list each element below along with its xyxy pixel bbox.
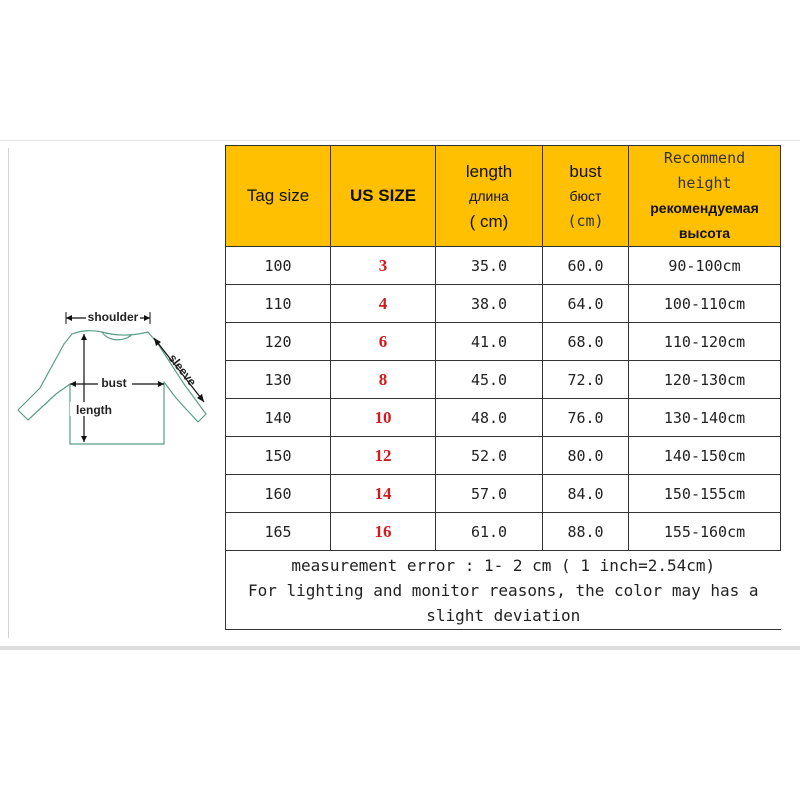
header-length-ru: длина: [469, 187, 509, 204]
measurement-note: [226, 551, 781, 630]
header-height-ru-2: высота: [678, 225, 731, 241]
tag-size-cell: 165: [226, 513, 331, 551]
height-cell: 90-100cm: [629, 247, 781, 285]
header-length: [436, 146, 543, 247]
bust-cell: 80.0: [543, 437, 629, 475]
header-height-en-1: Recommend: [663, 149, 746, 167]
bust-cell: 68.0: [543, 323, 629, 361]
table-row: [226, 513, 781, 551]
table-row: [226, 399, 781, 437]
header-height-en-2: height: [677, 174, 732, 192]
header-length-en: length: [465, 161, 513, 181]
tag-size-cell: 110: [226, 285, 331, 323]
tag-size-cell: 160: [226, 475, 331, 513]
table-row: [226, 285, 781, 323]
us-size-cell: 8: [331, 361, 436, 399]
tag-size-cell: 120: [226, 323, 331, 361]
height-cell: 100-110cm: [629, 285, 781, 323]
us-size-cell: 3: [331, 247, 436, 285]
header-tag-size: [226, 146, 331, 247]
length-cell: 57.0: [436, 475, 543, 513]
table-row: [226, 475, 781, 513]
us-size-cell: 6: [331, 323, 436, 361]
us-size-cell: 12: [331, 437, 436, 475]
height-cell: 120-130cm: [629, 361, 781, 399]
height-cell: 130-140cm: [629, 399, 781, 437]
height-cell: 140-150cm: [629, 437, 781, 475]
length-label: length: [76, 403, 112, 417]
tag-size-cell: 100: [226, 247, 331, 285]
length-cell: 48.0: [436, 399, 543, 437]
header-us-size-label: US SIZE: [349, 186, 417, 205]
tag-size-cell: 140: [226, 399, 331, 437]
note-line-2: For lighting and monitor reasons, the color may has a: [247, 580, 759, 600]
header-height: [629, 146, 781, 247]
bust-cell: 60.0: [543, 247, 629, 285]
note-line-3: slight deviation: [426, 605, 581, 625]
table-row: [226, 361, 781, 399]
header-bust-unit: (cm): [567, 211, 604, 230]
table-note-row: [226, 551, 781, 630]
table-row: [226, 437, 781, 475]
height-cell: 150-155cm: [629, 475, 781, 513]
length-cell: 45.0: [436, 361, 543, 399]
size-chart-table: [225, 145, 781, 630]
us-size-cell: 14: [331, 475, 436, 513]
bust-cell: 76.0: [543, 399, 629, 437]
length-cell: 35.0: [436, 247, 543, 285]
tag-size-cell: 150: [226, 437, 331, 475]
garment-measurement-diagram: [8, 298, 214, 458]
height-cell: 110-120cm: [629, 323, 781, 361]
tag-size-cell: 130: [226, 361, 331, 399]
length-cell: 41.0: [436, 323, 543, 361]
table-row: [226, 323, 781, 361]
header-height-ru-1: рекомендуемая: [650, 200, 759, 216]
us-size-cell: 4: [331, 285, 436, 323]
note-line-1: measurement error : 1- 2 cm ( 1 inch=2.54cm): [291, 555, 716, 575]
header-bust-ru: бюст: [569, 187, 602, 204]
table-header-row: [226, 146, 781, 247]
table-row: [226, 247, 781, 285]
bust-label: bust: [101, 376, 127, 390]
shoulder-label: shoulder: [87, 310, 139, 324]
bust-cell: 64.0: [543, 285, 629, 323]
bust-cell: 84.0: [543, 475, 629, 513]
header-bust-en: bust: [569, 161, 602, 181]
length-cell: 52.0: [436, 437, 543, 475]
header-us-size: [331, 146, 436, 247]
length-cell: 38.0: [436, 285, 543, 323]
sleeve-label: sleeve: [165, 351, 200, 389]
us-size-cell: 10: [331, 399, 436, 437]
height-cell: 155-160cm: [629, 513, 781, 551]
header-length-unit: ( cm): [469, 211, 509, 231]
length-cell: 61.0: [436, 513, 543, 551]
us-size-cell: 16: [331, 513, 436, 551]
bust-cell: 88.0: [543, 513, 629, 551]
header-tag-size-label: Tag size: [246, 186, 310, 205]
bust-cell: 72.0: [543, 361, 629, 399]
header-bust: [543, 146, 629, 247]
